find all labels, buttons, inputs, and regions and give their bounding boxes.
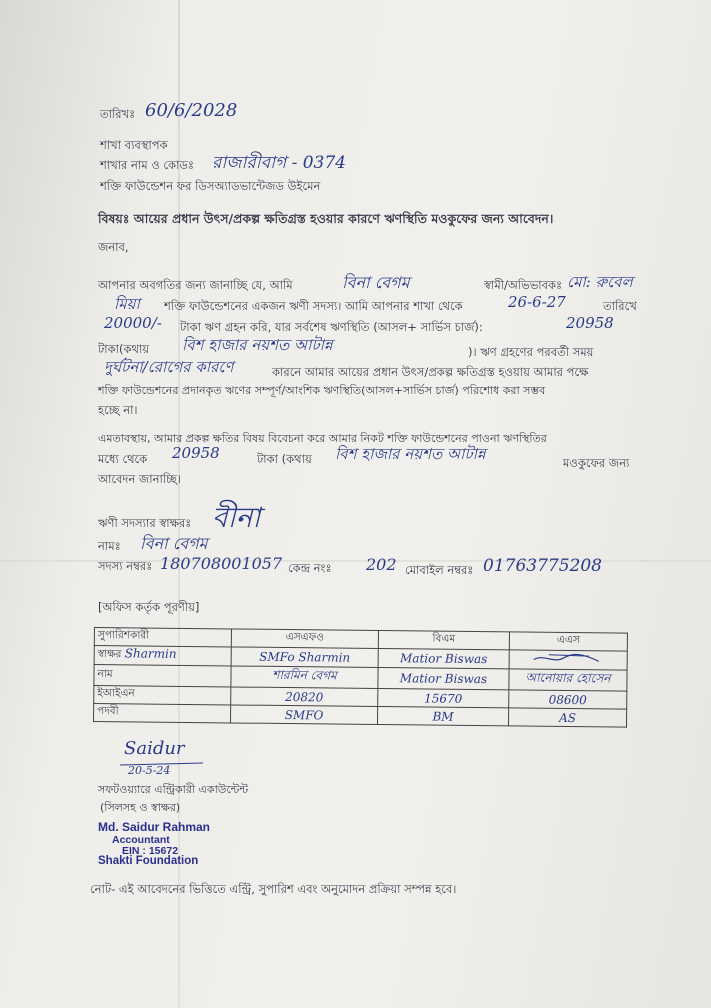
para2-text: এমতাবস্থায়, আমার প্রকল্প ক্ষতির বিষয় বিবেচনা করে আমার নিকট শক্তি ফাউন্ডেশনের পাওনা ঋণস্থিতির [98,432,547,445]
table-cell: BM [377,706,508,725]
recommender-signature-hw: Sharmin [124,646,177,661]
branch-manager-label: শাখা ব্যবস্থাপক [100,138,168,152]
para1-text: আপনার অবগতির জন্য জানাচ্ছি যে, আমি [98,278,293,292]
table-cell: Matior Biswas [378,667,509,689]
row-label: স্বাক্ষর [97,648,122,661]
para1-text: শক্তি ফাউন্ডেশনের প্রদানকৃত ঋণের সম্পূর্ণ/আংশিক ঋণস্থিতি(আসল+সার্ভিস চার্জ) পরিশোধ করা সম্ভব [98,384,546,397]
reason-hw: দুর্ঘটনা/রোগের কারণে [104,358,234,376]
guardian-hw: মো: রুবেল [567,273,633,291]
seal-note: (সিলসহ ও স্বাক্ষর) [100,801,181,814]
footer-note: নোট- এই আবেদনের ভিত্তিতে এন্ট্রি, সুপারিশ এবং অনুমোদন প্রক্রিয়া সম্পন্ন হবে। [90,882,457,896]
row-label: পদবী [94,704,231,723]
table-cell: আনোয়ার হোসেন [509,669,627,691]
table-header: এসএফও [231,629,378,649]
table-header: সুপারিশকারী [94,628,231,647]
para2-text: মওকুফের জন্য [563,456,630,470]
stamp-name: Md. Saidur Rahman [98,820,211,834]
branch-value: রাজারীবাগ - 0374 [212,153,346,173]
table-cell: SMFO [231,705,378,725]
loan-date-hw: 26-6-27 [508,293,566,311]
accountant-role: সফটওয়্যারে এন্ট্রিকারী একাউন্টেন্ট [98,783,249,796]
stamp-title: Accountant [112,834,170,846]
table-cell: AS [508,708,626,727]
table-cell [94,646,231,666]
signature-scribble-icon [528,651,608,666]
table-cell: শারমিন বেগম [231,666,378,689]
para2-text: মধ্যে থেকে [98,452,148,466]
subject-line: বিষয়ঃ আয়ের প্রধান উৎস/প্রকল্প ক্ষতিগ্রস্ত হওয়ার কারণে ঋণস্থিতি মওকুফের জন্য আবেদন। [98,211,554,226]
member-number-hw: 180708001057 [160,554,283,573]
stamp-org: Shakti Foundation [98,855,199,867]
date-label: তারিখঃ [100,107,136,121]
table-header: বিএম [378,630,509,649]
mobile-number-hw: 01763775208 [483,556,602,576]
borrower-name-label: নামঃ [98,539,121,553]
para1-text: তারিখে [603,299,637,313]
accountant-date-hw: 20-5-24 [128,764,171,777]
table-cell: 20820 [231,687,378,707]
row-label: নাম [94,665,231,687]
borrower-name-hw: বিনা বেগম [342,273,410,292]
member-number-label: সদস্য নম্বরঃ [98,559,153,573]
office-table [93,627,628,728]
borrower-signature-hw: বীনা [212,501,261,534]
date-value: 60/6/2028 [145,100,238,121]
org-line: শক্তি ফাউন্ডেশন ফর ডিসঅ্যাডভান্টেজড উইমেন [100,179,321,193]
para1-text: টাকা ঋণ গ্রহন করি, যার সর্বশেষ ঋণস্থিতি (আসল+ সার্ভিস চার্জ): [180,320,483,334]
stamp-ein: EIN : 15672 [122,845,179,857]
center-number-label: কেন্দ্র নংঃ [288,561,332,575]
para1-text: শক্তি ফাউন্ডেশনের একজন ঋণী সদস্য। আমি আপনার শাখা থেকে [164,299,463,313]
para1-text: স্বামী/অভিভাবকঃ [484,278,563,292]
para1-text: কারনে আমার আয়ের প্রধান উৎস/প্রকল্প ক্ষতিগ্রস্ত হওয়ায় আমার পক্ষে [272,365,589,379]
loan-amount-hw: 20000/- [104,314,162,332]
guardian-hw-cont: মিয়া [114,295,140,313]
center-number-hw: 202 [366,555,397,574]
mobile-label: মোবাইল নম্বরঃ [405,563,474,577]
para1-text: )। ঋণ গ্রহণের পরবর্তী সময় [468,345,594,359]
balance-words-hw: বিশ হাজার নয়শত আটান্ন [182,336,333,354]
waiver-words-hw: বিশ হাজার নয়শত আটান্ন [335,445,486,463]
para1-text: টাকা(কথায় [98,342,150,356]
signature-scribble [509,650,627,670]
borrower-sign-label: ঋণী সদস্যার স্বাক্ষরঃ [98,516,192,530]
row-label: ইআইএন [94,686,231,705]
waiver-amount-hw: 20958 [172,444,220,462]
branch-label: শাখার নাম ও কোডঃ [100,158,195,172]
table-cell: 08600 [509,690,627,709]
para2-text: টাকা (কথায় [257,452,312,466]
table-header: এএস [509,632,627,651]
salutation: জনাব, [98,240,129,254]
balance-hw: 20958 [566,314,614,332]
para1-text: হচ্ছে না। [98,403,138,417]
accountant-signature-hw: Saidur [124,738,185,759]
table-cell: 15670 [378,688,509,707]
borrower-name-hw2: বিনা বেগম [140,534,208,553]
para2-text: আবেদন জানাচ্ছি। [98,472,182,486]
office-use-label: [অফিস কর্তৃক পূরণীয়] [98,600,200,614]
table-cell: Matior Biswas [378,648,509,668]
table-cell: SMFo Sharmin [231,647,378,668]
